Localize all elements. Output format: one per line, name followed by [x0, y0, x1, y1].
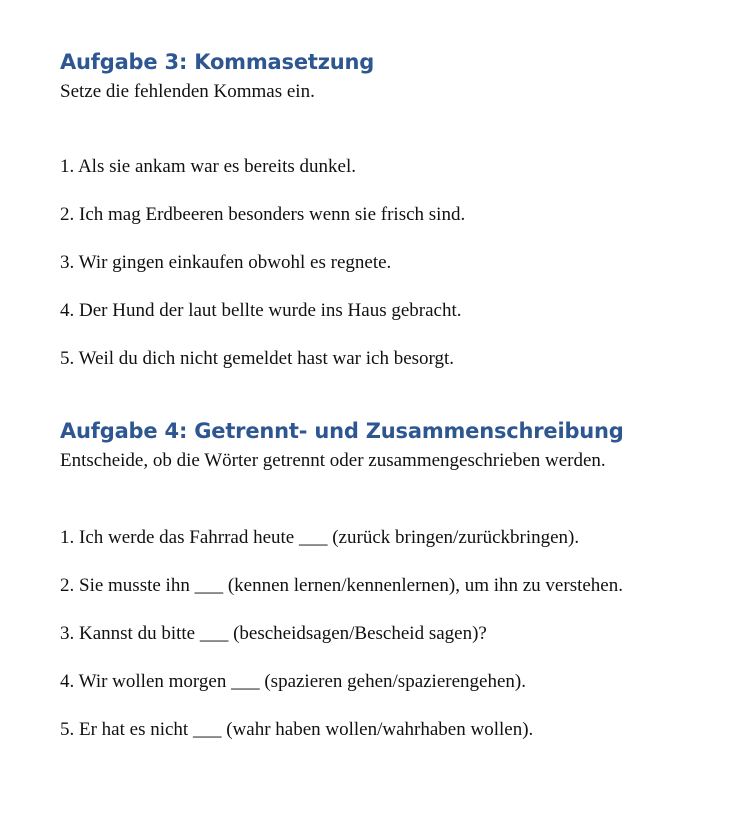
- exercise-3-item-3: 3. Wir gingen einkaufen obwohl es regnete.: [60, 252, 392, 273]
- exercise-3-heading: Aufgabe 3: Kommasetzung: [60, 50, 375, 74]
- exercise-3-item-2: 2. Ich mag Erdbeeren besonders wenn sie frisch sind.: [60, 204, 466, 225]
- exercise-4-instruction: Entscheide, ob die Wörter getrennt oder zusammengeschrieben werden.: [60, 450, 606, 471]
- exercise-4-list: [60, 524, 745, 764]
- exercise-3-item-5: 5. Weil du dich nicht gemeldet hast war ich besorgt.: [60, 348, 455, 369]
- exercise-3-list: [60, 153, 745, 393]
- exercise-3-instruction: Setze die fehlenden Kommas ein.: [60, 81, 315, 102]
- exercise-4-item-4: 4. Wir wollen morgen ___ (spazieren gehen/spazierengehen).: [60, 671, 526, 692]
- exercise-3-section: [60, 46, 745, 393]
- exercise-4-item-3: 3. Kannst du bitte ___ (bescheidsagen/Bescheid sagen)?: [60, 623, 487, 644]
- exercise-4-item-2: 2. Sie musste ihn ___ (kennen lernen/kennenlernen), um ihn zu verstehen.: [60, 575, 623, 596]
- exercise-4-section: [60, 415, 745, 764]
- exercise-4-item-1: 1. Ich werde das Fahrrad heute ___ (zurück bringen/zurückbringen).: [60, 527, 580, 548]
- exercise-3-item-4: 4. Der Hund der laut bellte wurde ins Haus gebracht.: [60, 300, 462, 321]
- exercise-4-item-5: 5. Er hat es nicht ___ (wahr haben wollen/wahrhaben wollen).: [60, 719, 534, 740]
- exercise-4-heading: Aufgabe 4: Getrennt- und Zusammenschreibung: [60, 419, 624, 443]
- worksheet-page: [60, 46, 745, 764]
- exercise-3-item-1: 1. Als sie ankam war es bereits dunkel.: [60, 156, 357, 177]
